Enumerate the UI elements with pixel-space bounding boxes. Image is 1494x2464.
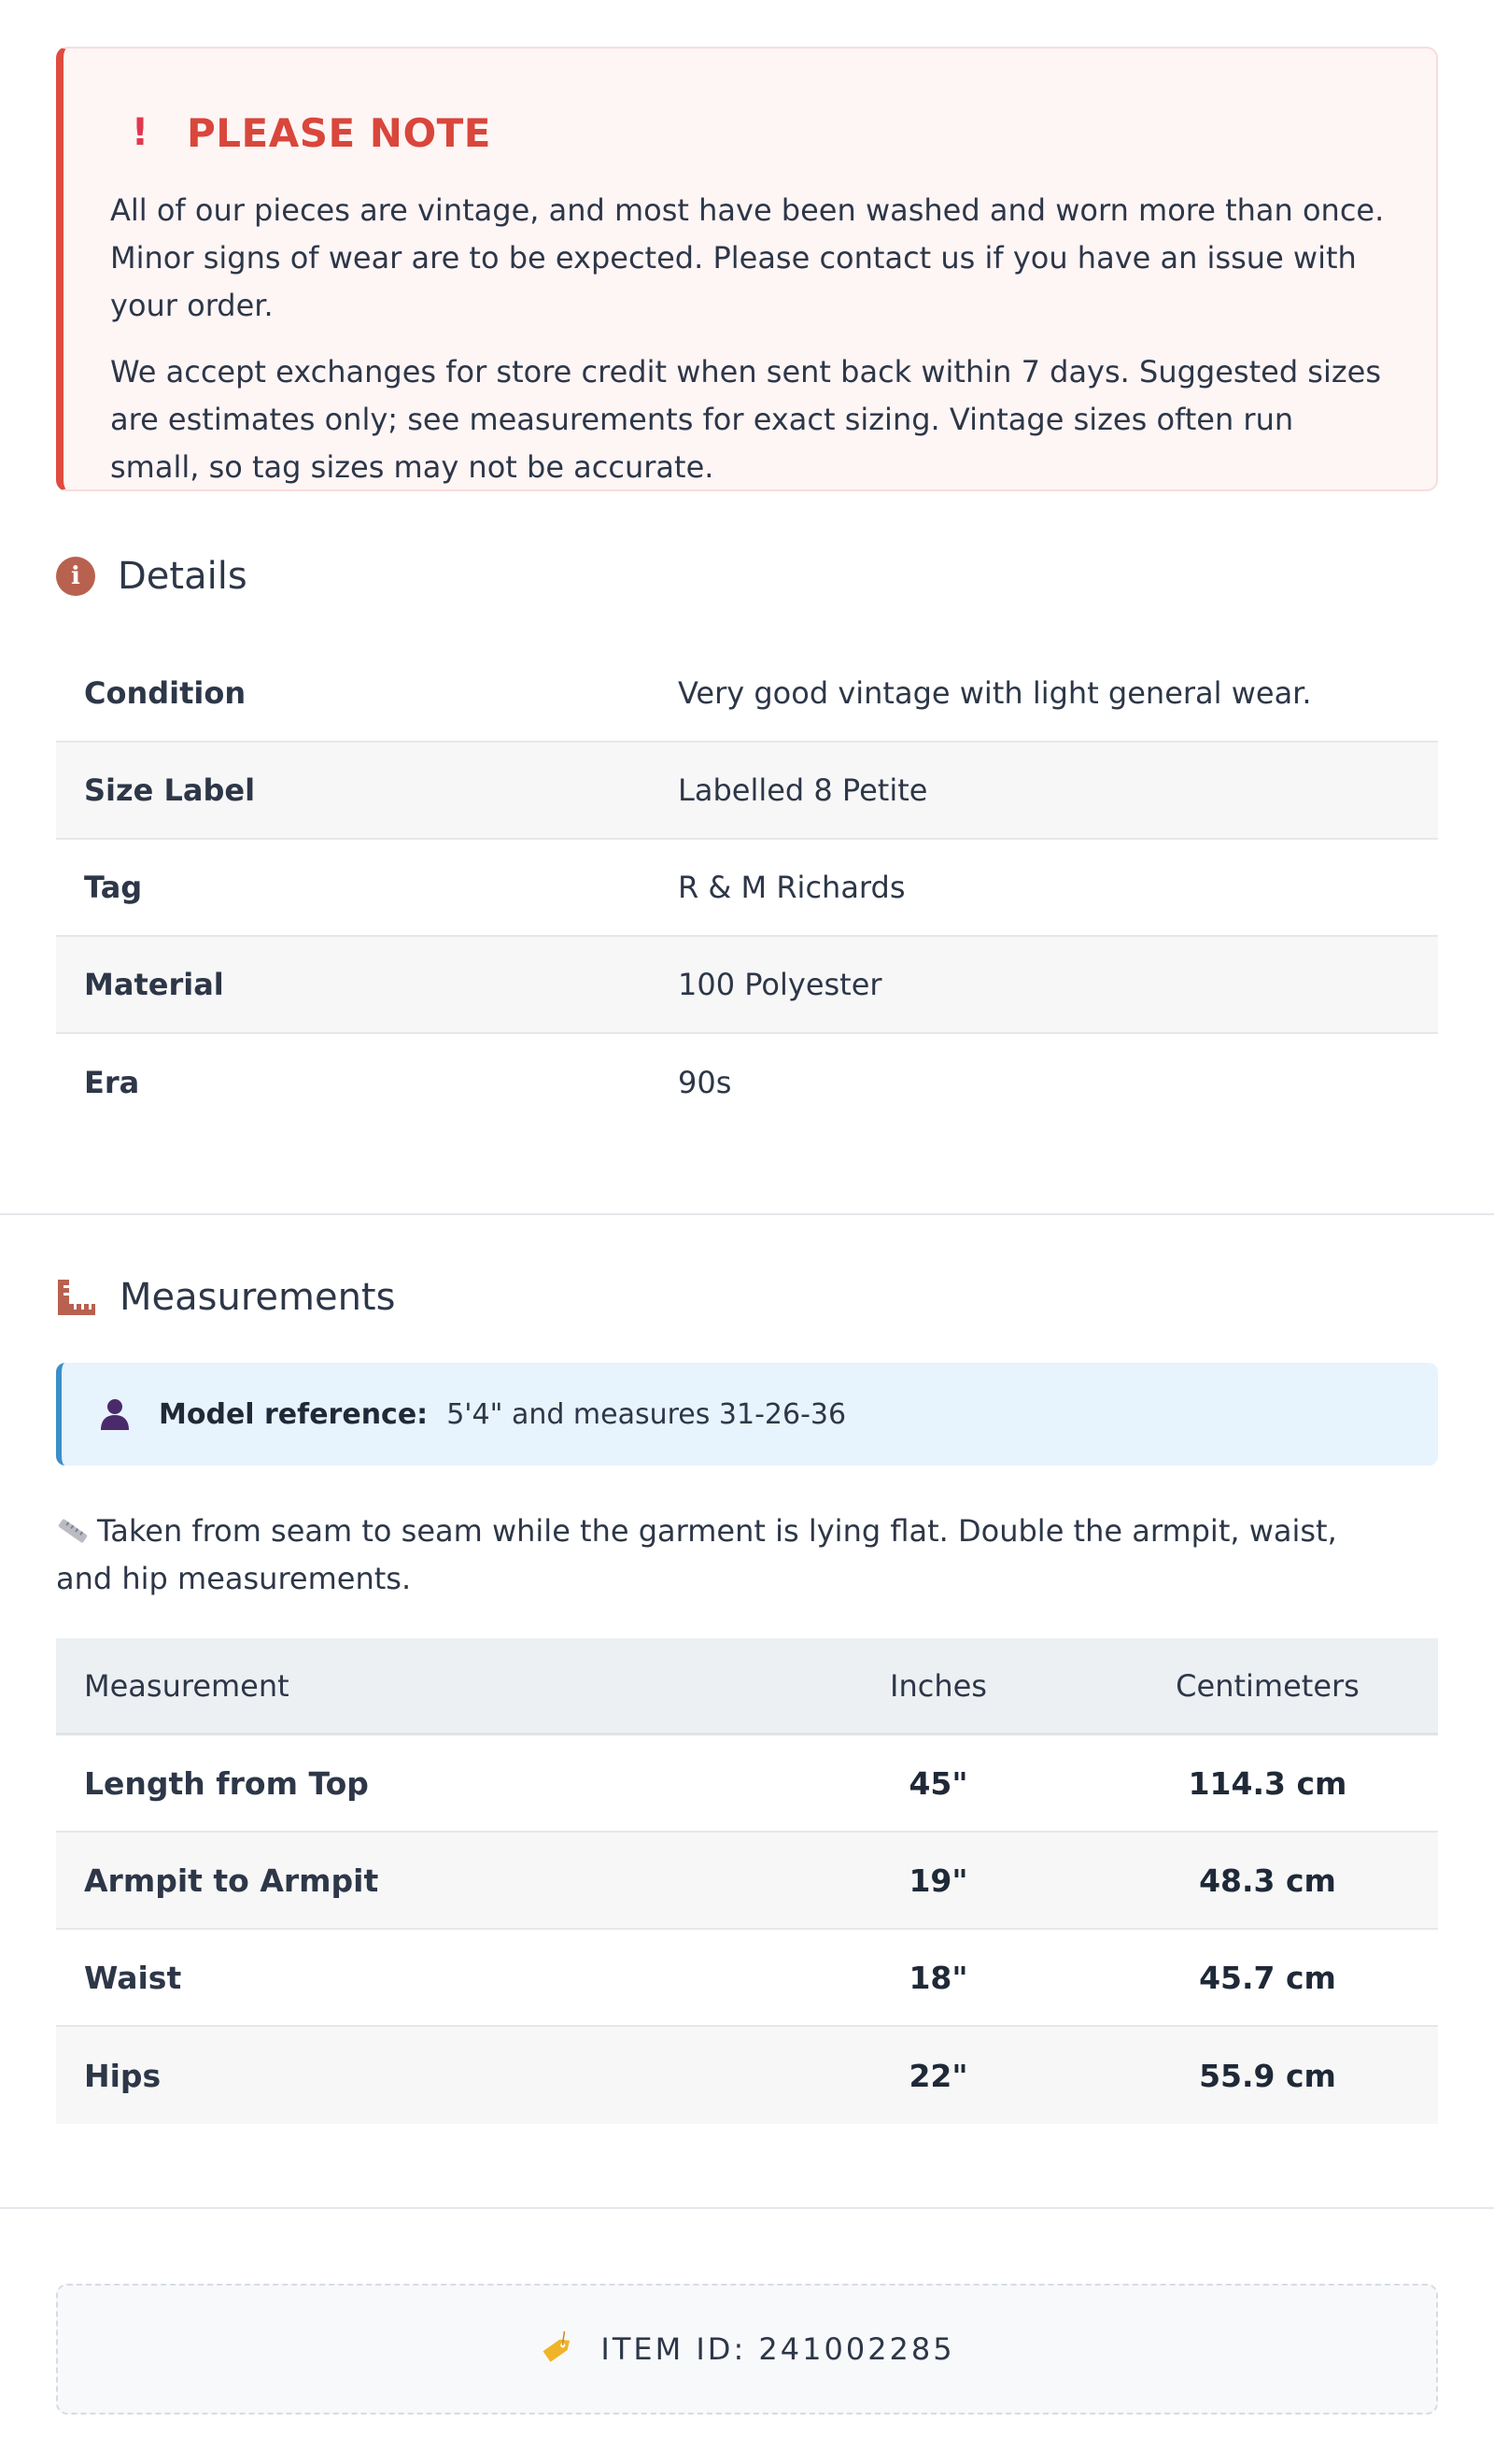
details-value: 90s bbox=[678, 1065, 732, 1100]
measurement-note bbox=[56, 1508, 1401, 1603]
details-label: Era bbox=[84, 1065, 140, 1100]
section-divider bbox=[0, 1213, 1494, 1215]
item-id-text: ITEM ID: 241002285 bbox=[600, 2331, 955, 2367]
details-row-size-label bbox=[56, 743, 1438, 840]
table-row bbox=[56, 1930, 1438, 2027]
person-icon bbox=[99, 1397, 131, 1431]
measurement-cm: 114.3 cm bbox=[1188, 1764, 1347, 1802]
note-title: PLEASE NOTE bbox=[187, 109, 491, 156]
details-title: Details bbox=[118, 555, 247, 598]
note-paragraph-2: We accept exchanges for store credit when sent back within 7 days. Suggested sizes are estimates only; see measurements for exact sizing. Vintage sizes often run small, so tag sizes may not be accurate. bbox=[110, 354, 1382, 485]
ruler-small-icon bbox=[56, 1517, 90, 1545]
tag-icon bbox=[539, 2331, 576, 2367]
details-row-condition bbox=[56, 645, 1438, 743]
details-header bbox=[56, 548, 247, 604]
measurement-inches: 45" bbox=[909, 1764, 968, 1802]
measurement-name: Length from Top bbox=[84, 1764, 369, 1802]
measurements-header bbox=[56, 1269, 395, 1325]
exclamation-icon: ! bbox=[131, 111, 149, 154]
table-row bbox=[56, 1735, 1438, 1833]
measurement-inches: 19" bbox=[909, 1862, 968, 1899]
details-value: 100 Polyester bbox=[678, 967, 882, 1002]
model-reference-box bbox=[56, 1363, 1438, 1466]
details-value: R & M Richards bbox=[678, 870, 906, 905]
details-label: Condition bbox=[84, 675, 247, 711]
measurement-cm: 55.9 cm bbox=[1199, 2057, 1336, 2094]
details-row-tag bbox=[56, 840, 1438, 937]
table-row bbox=[56, 2027, 1438, 2124]
measurement-inches: 18" bbox=[909, 1959, 968, 1996]
table-header-row bbox=[56, 1638, 1438, 1735]
measurements-title: Measurements bbox=[120, 1276, 396, 1319]
header-measurement: Measurement bbox=[84, 1667, 289, 1704]
details-value: Labelled 8 Petite bbox=[678, 772, 928, 808]
please-note-box bbox=[56, 47, 1438, 491]
measurement-name: Armpit to Armpit bbox=[84, 1862, 379, 1899]
note-paragraph-1: All of our pieces are vintage, and most have been washed and worn more than once. Minor signs of wear are to be expected. Please contact us if you have an issue with your order. bbox=[110, 192, 1385, 323]
model-reference-value: 5'4" and measures 31-26-36 bbox=[446, 1397, 847, 1431]
header-centimeters: Centimeters bbox=[1176, 1667, 1360, 1704]
details-label: Tag bbox=[84, 870, 143, 905]
section-divider bbox=[0, 2207, 1494, 2209]
header-inches: Inches bbox=[890, 1667, 987, 1704]
measurements-table bbox=[56, 1638, 1438, 2124]
details-value: Very good vintage with light general wear. bbox=[678, 675, 1312, 711]
details-row-material bbox=[56, 937, 1438, 1034]
details-label: Material bbox=[84, 967, 224, 1002]
details-table bbox=[56, 645, 1438, 1131]
note-header bbox=[110, 105, 1389, 161]
item-id-box bbox=[56, 2284, 1438, 2414]
info-icon: i bbox=[56, 557, 95, 596]
measurement-name: Waist bbox=[84, 1959, 182, 1996]
measurement-name: Hips bbox=[84, 2057, 162, 2094]
model-reference-label: Model reference: bbox=[159, 1397, 429, 1431]
measurement-note-text: Taken from seam to seam while the garment is lying flat. Double the armpit, waist, and hip measurements. bbox=[56, 1513, 1337, 1596]
details-row-era bbox=[56, 1034, 1438, 1131]
measurement-cm: 45.7 cm bbox=[1199, 1959, 1336, 1996]
measurement-inches: 22" bbox=[909, 2057, 968, 2094]
measurement-cm: 48.3 cm bbox=[1199, 1862, 1336, 1899]
details-label: Size Label bbox=[84, 772, 256, 808]
ruler-icon bbox=[56, 1278, 97, 1317]
table-row bbox=[56, 1833, 1438, 1930]
